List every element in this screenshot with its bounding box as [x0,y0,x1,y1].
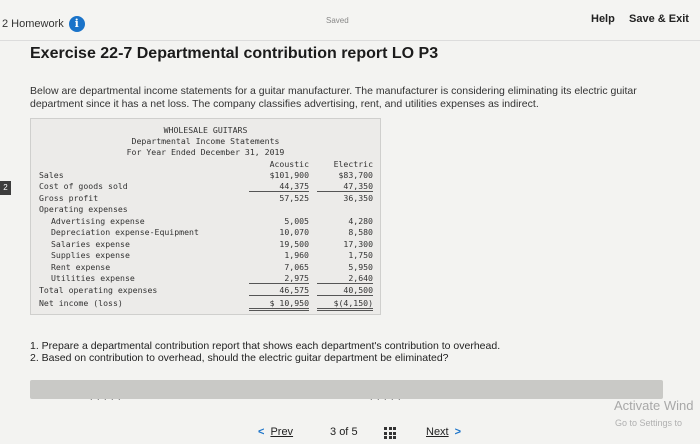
question-2: 2. Based on contribution to overhead, should the electric guitar department be eliminated? [30,352,449,364]
row-label: Depreciation expense-Equipment [51,227,199,237]
prev-label: Prev [270,426,294,438]
row-label: Operating expenses [39,204,128,214]
assignment-title[interactable]: 2 Homework [2,18,64,30]
row-label: Rent expense [51,262,111,272]
row-label: Salaries expense [51,239,130,249]
row-label: Cost of goods sold [39,181,128,191]
intro-text [30,85,700,111]
cell-electric: 5,950 [348,262,373,272]
info-icon[interactable]: i [69,16,85,32]
question-list [30,340,500,364]
cell-electric: 2,640 [317,273,373,284]
cell-acoustic: 10,070 [279,227,309,237]
page-current: 3 [330,426,337,438]
next-label: Next [426,426,449,438]
col-header-acoustic: Acoustic [269,159,309,169]
cell-acoustic: 57,525 [279,193,309,203]
cell-electric: 1,750 [348,250,373,260]
row-label: Utilities expense [51,273,135,283]
cell-electric: 36,350 [343,193,373,203]
row-label: Supplies expense [51,250,130,260]
page-of: of [339,426,349,438]
side-question-number[interactable]: 2 [0,181,11,195]
cell-acoustic: 46,575 [249,285,309,296]
cell-acoustic: 19,500 [279,239,309,249]
cell-electric: 40,500 [317,285,373,296]
save-exit-link[interactable]: Save & Exit [629,13,689,25]
chevron-right-icon: > [454,426,462,438]
row-label: Sales [39,170,64,180]
chevron-left-icon: < [258,426,265,438]
activate-windows-watermark: Activate Wind [614,398,694,413]
statement-name: Departmental Income Statements [131,136,280,146]
tab-dots: . . . . . . . . . . [90,392,402,402]
next-button[interactable] [426,426,461,438]
income-statement-table [30,118,381,315]
assignment-nav[interactable] [2,16,85,32]
activate-windows-subtext: Go to Settings to [615,418,683,428]
cell-electric: $(4,150) [317,298,373,311]
intro-line-2: department since it has a net loss. The company classifies advertising, rent, and utilities expenses as indirect. [30,98,539,110]
cell-electric: 8,580 [348,227,373,237]
statement-period: For Year Ended December 31, 2019 [126,147,285,157]
exercise-title: Exercise 22-7 Departmental contribution report LO P3 [30,45,439,62]
saved-status: Saved [326,16,349,25]
cell-electric: 47,350 [317,181,373,192]
row-label: Net income (loss) [39,298,123,308]
cell-acoustic: $ 10,950 [249,298,309,311]
cell-acoustic: $101,900 [269,170,309,180]
help-link[interactable]: Help [591,13,615,25]
page-total: 5 [351,426,358,438]
cell-acoustic: 5,005 [284,216,309,226]
cell-acoustic: 44,375 [249,181,309,192]
cell-electric: 4,280 [348,216,373,226]
question-1: 1. Prepare a departmental contribution report that shows each department's contribution to overhead. [30,340,501,352]
row-label: Total operating expenses [39,285,158,295]
row-label: Advertising expense [51,216,145,226]
cell-electric: $83,700 [338,170,373,180]
top-bar [0,0,700,41]
row-label: Gross profit [39,193,99,203]
cell-acoustic: 2,975 [249,273,309,284]
grid-icon[interactable] [384,427,396,439]
cell-acoustic: 1,960 [284,250,309,260]
cell-acoustic: 7,065 [284,262,309,272]
page-indicator [330,426,358,438]
cell-electric: 17,300 [343,239,373,249]
intro-line-1: Below are departmental income statements for a guitar manufacturer. The manufacturer is considering eliminating its electric guitar [30,85,637,97]
prev-button[interactable] [258,426,293,438]
col-header-electric: Electric [333,159,373,169]
statement-company: WHOLESALE GUITARS [163,125,248,135]
